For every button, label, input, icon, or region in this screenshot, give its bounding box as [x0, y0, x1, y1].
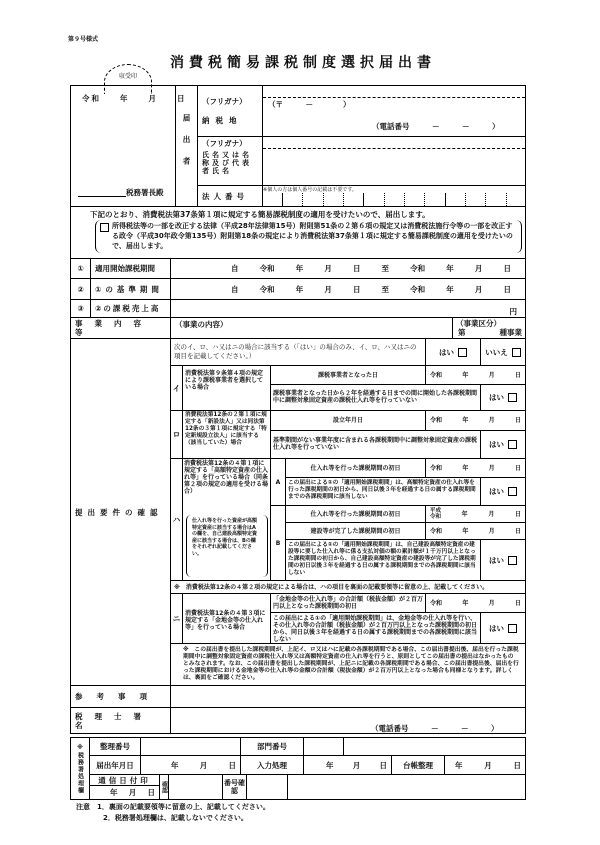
applicant-label: 届出者	[182, 113, 191, 179]
field-text: 第	[458, 328, 466, 337]
field-text: 年	[461, 510, 468, 518]
field-text: 年	[462, 599, 469, 607]
address-label-cell	[197, 85, 263, 137]
item-ha-note: ※ 消費税法第12条の４第２項の規定による場合は、ハの項目を裏面の記載要領等に留意の上、記載してください。	[170, 580, 526, 594]
field-text: 年	[455, 760, 463, 770]
tsushin-field[interactable]	[89, 785, 160, 800]
applicant-label-cell	[175, 85, 198, 207]
checkbox[interactable]	[508, 393, 517, 402]
business-content-field[interactable]	[170, 317, 453, 339]
item-ha-b-yes[interactable]	[480, 539, 526, 581]
field-text: はい	[489, 555, 504, 565]
address-label: 納税地	[202, 116, 243, 125]
item-ha-b-date2-label: 建設等が完了した課税期間の初日	[285, 522, 426, 540]
name-label: 氏名又は名称及び代表者氏名	[202, 151, 252, 175]
tax-office-line[interactable]	[78, 196, 126, 197]
field-text: はい	[489, 623, 504, 633]
field-text: 確認	[160, 781, 168, 793]
checkbox[interactable]	[512, 348, 521, 357]
field-text: 至	[381, 264, 390, 273]
item-ha-bracket-text: 仕入れ等を行った資産が高額特定資産に該当する場合はAの欄を、自己建設高額特定資産に該当する場合は、Bの欄をそれぞれ記載してください。	[192, 518, 258, 557]
accountant-phone: （電話番号 － － ）	[371, 724, 499, 733]
field-text: 月	[488, 417, 495, 424]
item-ro-date-field[interactable]	[425, 410, 526, 431]
business-label: 事業内容等	[70, 317, 171, 339]
bango-field[interactable]	[246, 774, 288, 800]
field-text: 月	[352, 760, 361, 770]
field-text: 日	[514, 417, 521, 424]
business-category-label: （事業区分）	[456, 319, 501, 328]
field-text: 令和	[430, 599, 443, 607]
checkbox[interactable]	[508, 440, 517, 449]
field-text: 月	[474, 284, 483, 294]
field-text: 年	[462, 417, 469, 424]
item-ha-b-date1-field[interactable]	[425, 505, 526, 523]
field-text: 年	[295, 264, 304, 273]
item-i-description: 消費税法第９条第４項の規定により課税事業者を選択している場合	[182, 365, 271, 411]
stamp-label: 収受印	[118, 73, 137, 80]
row-2-number: ②	[70, 278, 91, 300]
row-1-number: ①	[70, 258, 91, 279]
field-text: 日	[513, 760, 521, 770]
field-text: 年	[295, 284, 304, 294]
item-ro-yes[interactable]	[480, 430, 526, 459]
field-text: 令和	[259, 284, 275, 294]
requirements-no[interactable]	[480, 338, 526, 366]
bumon-field[interactable]	[303, 737, 344, 756]
nyuryoku-label: 入力処理	[240, 755, 304, 775]
row-1-label: 適用開始課税期間	[90, 258, 171, 279]
daicho-label: 台帳整理	[391, 755, 445, 775]
tax-accountant-label: 税理士署名	[70, 707, 171, 734]
todokede-label: 届出年月日	[89, 755, 141, 775]
field-text: 日	[514, 599, 521, 607]
item-ro-date-label: 設立年月日	[270, 410, 426, 431]
item-i-mark: イ	[170, 365, 183, 411]
field-text: 年	[462, 464, 469, 472]
field-text: 年	[462, 527, 469, 535]
field-text: 月	[128, 788, 137, 797]
item-ha-b-date1-label: 仕入れ等を行った課税期間の初日	[285, 505, 426, 523]
checkbox[interactable]	[508, 487, 517, 496]
field-text: 令和	[410, 264, 426, 273]
tax-accountant-field[interactable]	[170, 707, 526, 734]
form-number: 第９号様式	[68, 36, 99, 43]
item-ha-a-date-field[interactable]	[425, 458, 526, 478]
field-text: いいえ	[485, 347, 508, 357]
field-text: 日	[514, 464, 521, 472]
field-text: 令和	[410, 284, 426, 294]
field-text: 月	[488, 371, 495, 379]
tax-office-suffix: 税務署長殿	[126, 188, 164, 197]
special-declaration-text: 所得税法等の一部を改正する法律（平成28年法律第15号）附則第51条の２第６項の規定又は消費税法施行令等の一部を改正する政令（平成30年政令第135号）附則第18条の規定により消費税法第37条第１項に規定する簡易課税制度の適用を受けたいので、届出します。	[112, 222, 513, 250]
item-i-date-field[interactable]	[425, 365, 526, 385]
field-text: 日	[352, 264, 361, 273]
item-ni-date-label: 「金地金等の仕入れ等」の合計額（税抜金額）が２百万円以上となった課税期間の初日	[270, 593, 426, 613]
declaration-text: 下記のとおり、消費税法第37条第１項に規定する簡易課税制度の適用を受けたいので、届出します。	[90, 210, 430, 219]
field-text: 令和	[430, 527, 443, 535]
item-i-date-label: 課税事業者となった日	[270, 365, 426, 385]
field-text: 年	[110, 788, 118, 797]
field-text: 日	[228, 760, 236, 770]
form-title: 消費税簡易課税制度選択届出書	[170, 55, 436, 71]
reference-field[interactable]	[170, 685, 526, 708]
item-i-yes[interactable]	[480, 384, 526, 411]
field-text: 日	[514, 527, 521, 535]
application-period[interactable]	[170, 258, 526, 279]
item-ro-mark: ロ	[170, 410, 183, 459]
requirements-header: 次のイ、ロ、ハ又はニの場合に該当する（「はい」の場合のみ、イ、ロ、ハ又はニの項目を記載してください。）	[170, 338, 426, 366]
field-text: 月	[488, 464, 495, 472]
field-text: 日	[379, 760, 387, 770]
field-text: 日	[352, 284, 361, 294]
field-text: 月	[324, 264, 332, 273]
field-text: 月	[488, 599, 495, 607]
field-text: はい	[489, 440, 504, 449]
note-2: 2．税務署処理欄は、記載しないでください。	[103, 814, 248, 822]
field-text: はい	[489, 393, 504, 402]
special-declaration-checkbox[interactable]	[100, 223, 109, 232]
item-ni-mark: ニ	[170, 593, 183, 644]
item-ha-a-mark: A	[270, 458, 286, 506]
field-text: 月	[488, 527, 495, 535]
corp-number-label: 法人番号	[202, 191, 248, 201]
field-text: 令和	[430, 417, 443, 424]
checkbox[interactable]	[508, 556, 517, 565]
field-text: 月	[488, 510, 495, 518]
taxable-sales-field[interactable]	[170, 299, 526, 318]
field-text: 年	[326, 760, 334, 770]
field-text: 年	[171, 760, 179, 770]
field-text: 月	[324, 284, 332, 294]
corp-number-digits	[282, 193, 526, 206]
field-text: 年	[446, 264, 454, 273]
item-ha-b-mark: B	[270, 505, 286, 581]
field-text: 令和	[430, 371, 443, 379]
field-text: 令和	[259, 264, 275, 273]
field-text: 月	[484, 760, 492, 770]
requirements-note: ※ この届出書を提出した課税期間が、上記イ、ロ又はハに記載の各課税期間である場合、この届出書提出後、届出を行った課税期間中に調整対象固定資産の課税仕入れ等又は高額特定資産の仕入れ等を行うと、原則としてこの届出書の提出はなかったものとみなされます。なお、この届出書を提出した課税期間が、上記ニに記載の各課税期間である場合、この届出書提出後、届出を行った課税期間における金地金等の仕入れ等の金額の合計額（税抜金額）が２百万円以上となった場合も同様となります。詳しくは、裏面をご確認ください。	[170, 643, 526, 686]
address-phone: （電話番号 － － ）	[372, 122, 500, 131]
field-text: はい	[439, 347, 454, 357]
base-period[interactable]	[170, 278, 526, 300]
field-text: 令和	[430, 464, 443, 472]
item-ha-description: 消費税法第12条の４第１項に規定する「高額特定資産の仕入れ等」を行っている場合（同条第２項の規定の適用を受ける場合）	[184, 460, 269, 495]
field-text: はい	[489, 487, 504, 496]
business-content-label: （事業の内容）	[175, 320, 228, 329]
field-text: 日	[503, 264, 511, 273]
bumon-label: 部門番号	[240, 737, 304, 756]
item-ha-a-yes[interactable]	[480, 477, 526, 506]
field-text: 月	[199, 760, 208, 770]
furigana-label: （フリガナ）	[202, 97, 247, 106]
field-text: 日	[147, 788, 155, 797]
daicho-field[interactable]	[444, 755, 526, 775]
item-ni-yes[interactable]	[480, 612, 526, 644]
item-ro-description: 消費税法第12条の２第１項に規定する「新設法人」又は同法第12条の３第１項に規定する「特定新規設立法人」に該当する（該当していた）場合	[182, 410, 271, 459]
item-ha-b-date2-field[interactable]	[425, 522, 526, 540]
office-use-label-cell	[70, 737, 90, 800]
item-ha-b-check-text: この届出による①の「適用開始課税期間」は、自己建設高額特定資産の建設等に要した仕入れ等に係る支払対価の額の累計額が１千万円以上となった課税期間の初日から、自己建設高額特定資産の建設等が完了した課税期間の初日以後３年を経過する日の属する課税期間までの各課税期間に該当しない	[285, 539, 481, 581]
tsushin-label: 通信日付印	[89, 774, 160, 786]
business-category-field[interactable]	[452, 317, 526, 339]
submission-date: 令和 年 月 日	[82, 94, 187, 103]
name-label-cell	[197, 136, 263, 186]
reference-label: 参考事項	[70, 685, 171, 708]
requirements-label: 提出要件の確認	[70, 338, 171, 686]
corp-number-note: ※個人の方は個人番号の記載は不要です。	[263, 187, 357, 193]
requirements-yes[interactable]	[425, 338, 481, 366]
row-2-label: ①の基準期間	[90, 278, 171, 300]
seiri-label: 整理番号	[89, 737, 141, 756]
note-1: 注意 1．裏面の記載要領等に留意の上、記載してください。	[76, 803, 270, 811]
kakunin-field[interactable]	[168, 774, 223, 800]
item-ni-description: 消費税法第12条の４第３項に規定する「金地金等の仕入れ等」を行っている場合	[182, 593, 271, 644]
seiri-field[interactable]	[140, 737, 241, 756]
field-text: 年	[462, 371, 469, 379]
field-text: 日	[514, 371, 521, 379]
item-ha-a-check-text: この届出による①の「適用開始課税期間」は、高額特定資産の仕入れ等を行った課税期間の初日から、同日以後３年を経過する日の属する課税期間までの各課税期間に該当しない	[285, 477, 481, 506]
field-text: 種事業	[499, 328, 522, 337]
bango-label: 番号確認	[222, 774, 247, 800]
corp-number-label-cell	[197, 185, 263, 207]
field-text: 自	[231, 264, 239, 273]
name-field[interactable]	[262, 136, 526, 186]
checkbox[interactable]	[508, 624, 517, 633]
field-text: 日	[514, 510, 521, 518]
todokede-field[interactable]	[140, 755, 241, 775]
row-3-label: ②の課税売上高	[90, 299, 171, 318]
field-text: 月	[474, 264, 483, 273]
field-text: 自	[231, 284, 239, 294]
item-ro-check-text: 基準期間がない事業年度に含まれる各課税期間中に調整対象固定資産の課税仕入れ等を行っていない	[270, 430, 481, 459]
field-text: 日	[503, 284, 511, 294]
item-ni-check-text: この届出による①の「適用開始課税期間」は、金地金等の仕入れ等を行い、その仕入れ等の合計額（税抜金額）が２百万円以上となった課税期間の初日から、同日以後３年を経過する日の属する課税期間までの各課税期間に該当しない	[270, 612, 481, 644]
row-3-number: ③	[70, 299, 91, 318]
checkbox[interactable]	[458, 348, 467, 357]
nyuryoku-field[interactable]	[303, 755, 392, 775]
furigana-label: （フリガナ）	[202, 139, 247, 148]
field-text: 年	[446, 284, 454, 294]
item-ni-date-field[interactable]	[425, 593, 526, 613]
item-ha-mark: ハ	[170, 458, 183, 581]
yen-unit: 円	[509, 307, 517, 316]
field-text: 至	[381, 284, 390, 294]
item-i-check-text: 課税事業者となった日から２年を経過する日までの間に開始した各課税期間中に調整対象固定資産の課税仕入れ等を行っていない	[270, 384, 481, 411]
field-text: ※税務署処理欄	[76, 743, 84, 794]
postal-code: （〒 － ）	[268, 100, 351, 109]
field-text: 平成 令和	[430, 508, 442, 520]
item-ha-a-date-label: 仕入れ等を行った課税期間の初日	[285, 458, 426, 478]
